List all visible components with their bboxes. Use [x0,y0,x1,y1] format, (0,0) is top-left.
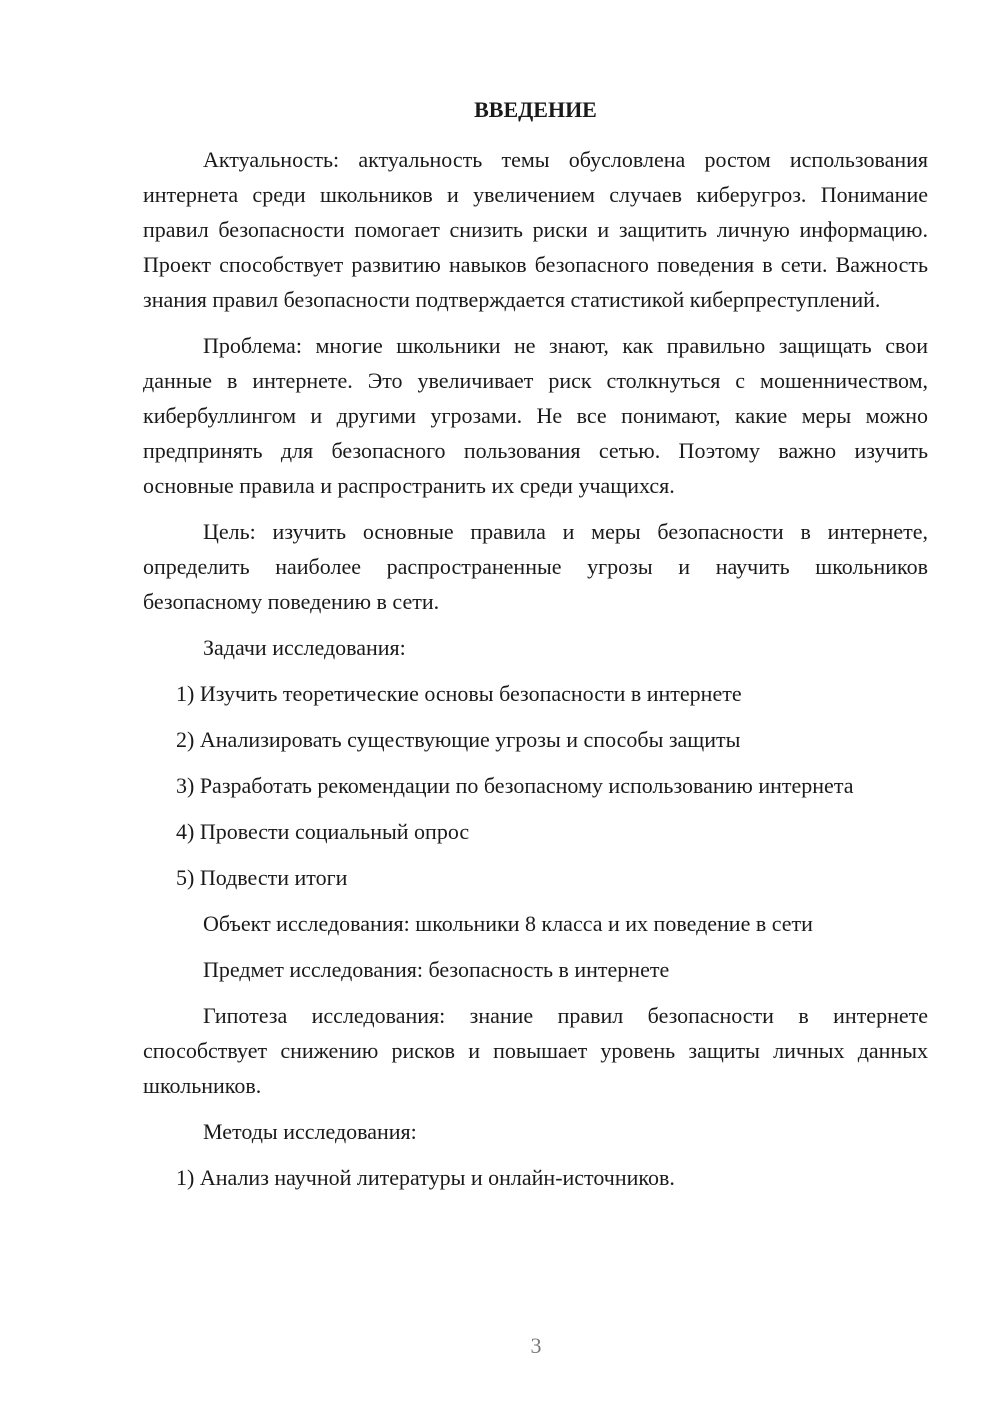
page-number: 3 [530,1333,542,1358]
task-item: 3) Разработать рекомендации по безопасному использованию интернета [176,773,854,798]
tasks-heading: Задачи исследования: [203,635,406,660]
hypothesis-paragraph: Гипотеза исследования: знание правил безопасности в интернете способствует снижению рисков и повышает уровень защиты личных данных школьников. [143,1003,928,1098]
problem-paragraph: Проблема: многие школьники не знают, как правильно защищать свои данные в интернете. Это увеличивает риск столкнуться с мошенничеством, кибербуллингом и другими угрозами. Не все понимают, какие меры можно предпринять для безопасного пользования сетью. Поэтому важно изучить основные правила и распространить их среди учащихся. [143,333,928,498]
task-item: 2) Анализировать существующие угрозы и способы защиты [176,727,741,752]
method-item: 1) Анализ научной литературы и онлайн-источников. [176,1165,675,1190]
task-item: 5) Подвести итоги [176,865,348,890]
page-title: ВВЕДЕНИЕ [474,97,597,122]
object-paragraph: Объект исследования: школьники 8 класса и их поведение в сети [203,911,813,936]
subject-paragraph: Предмет исследования: безопасность в интернете [203,957,670,982]
goal-paragraph: Цель: изучить основные правила и меры безопасности в интернете, определить наиболее распространенные угрозы и научить школьников безопасному поведению в сети. [143,519,928,614]
task-item: 1) Изучить теоретические основы безопасности в интернете [176,681,742,706]
relevance-paragraph: Актуальность: актуальность темы обусловлена ростом использования интернета среди школьников и увеличением случаев киберугроз. Понимание правил безопасности помогает снизить риски и защитить личную информацию. Проект способствует развитию навыков безопасного поведения в сети. Важность знания правил безопасности подтверждается статистикой киберпреступлений. [143,147,928,312]
document-page [143,92,928,1206]
methods-heading: Методы исследования: [203,1119,417,1144]
task-item: 4) Провести социальный опрос [176,819,470,844]
